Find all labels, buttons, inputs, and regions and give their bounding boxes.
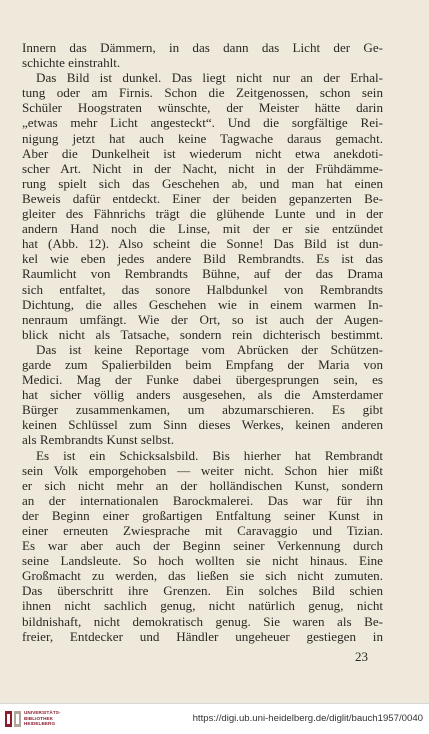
text-line: freier, Entdecker und Händler ungeheuer gestiegen in [22, 628, 383, 644]
text-line: nigung jetzt hat auch keine Tagwache daraus gemacht. [22, 130, 383, 146]
text-line: Medici. Mag der Funke dabei übergesprungen sein, es [22, 372, 383, 388]
text-line: Das Bild ist dunkel. Das liegt nicht nur an der Erhal- [36, 70, 383, 86]
library-name-line: BIBLIOTHEK [24, 715, 54, 721]
text-line: rung spielt sich das Geschehen ab, und man hat einen [22, 175, 383, 191]
text-line: Großmacht zu werden, das ließen sie sich nicht zumuten. [22, 568, 383, 584]
text-line: garde zum Spalierbilden beim Empfang der Maria von [22, 356, 383, 372]
library-logo-icon [4, 709, 22, 729]
text-line: bildnishaft, nicht demokratisch genug. Sie waren als Be- [22, 613, 383, 629]
viewer-footer [0, 703, 429, 734]
text-line: Bürger zusammenkamen, um abzumarschieren. Es gibt [22, 402, 383, 418]
library-name-line: HEIDELBERG [24, 721, 56, 727]
text-line: blick nicht als Tatsache, sondern rein dichterisch bestimmt. [22, 326, 383, 342]
text-line: keinen Schlüssel zum Sinn dieses Werkes, keinen anderen [22, 417, 383, 433]
text-line: schichte einstrahlt. [22, 55, 121, 71]
text-line: tung oder am Firnis. Schon die Zeitgenossen, schon sein [22, 85, 383, 101]
text-line: sein Volk emporgehoben — weiter nicht. Schon hier mißt [22, 462, 383, 478]
text-line: einer erneuten Zwiesprache mit Caravaggio und Tizian. [22, 523, 383, 538]
body-text [22, 40, 383, 644]
text-line: Es ist ein Schicksalsbild. Bis hierher hat Rembrandt [36, 447, 383, 463]
text-line: „etwas mehr Licht angesteckt“. Und die sorgfältige Rei- [22, 115, 383, 131]
text-line: Raumlicht von Rembrandts Bühne, auf der das Drama [22, 266, 383, 282]
text-line: Schüler Hoogstraten wünschte, der Meister hätte darin [22, 100, 383, 116]
text-line: ihnen nicht sachlich genug, nicht natürlich genug, nicht [22, 598, 383, 614]
text-line: er sich nicht mehr an der holländischen Kunst, sondern [22, 477, 383, 493]
text-line: gleiter des Fähnrichs trägt die glühende Lunte und in der [22, 206, 383, 222]
text-line: andern Hand noch die Linse, mit der er sie entzündet [22, 221, 383, 237]
text-line: als Rembrandts Kunst selbst. [22, 432, 175, 448]
text-line: nenraum umfängt. Wie der Ort, so ist auch der Augen- [22, 311, 383, 327]
text-line: Dichtung, die alles Geschehen wie in einem warmen In- [22, 296, 383, 312]
text-line: Es war aber auch der Beginn seiner Verkennung durch [22, 538, 383, 554]
text-line: hat (Abb. 12). Also scheint die Sonne! Das Bild ist dun- [22, 236, 383, 252]
text-line: Aber die Dunkelheit ist wiederum nicht etwa anekdoti- [22, 145, 383, 161]
text-line: scher Art. Nicht in der Nacht, nicht in der Frühdämme- [22, 160, 383, 176]
text-line: kel wie eben jedes andere Bild Rembrandts. Es ist das [22, 251, 383, 267]
text-line: seine Landsleute. So hoch wollten sie nicht hinaus. Eine [22, 553, 383, 569]
library-name-line: UNIVERSITÄTS- [24, 710, 61, 715]
text-line: sich entfaltet, das sonore Halbdunkel von Rembrandts [22, 281, 383, 297]
text-line: Das ist keine Reportage vom Abrücken der Schützen- [36, 341, 383, 357]
page-number: 23 [355, 649, 368, 664]
text-line: hat sicher völlig anders ausgesehen, als die Amsterdamer [22, 387, 383, 403]
text-line: der Beginn einer großartigen Entfaltung seiner Kunst in [22, 507, 383, 523]
text-line: Innern das Dämmern, in das dann das Licht der Ge- [22, 40, 383, 55]
library-name [24, 710, 61, 727]
text-line: Das überschritt ihre Grenzen. Ein solches Bild schien [22, 583, 383, 599]
text-line: Beweis dafür entdeckt. Einer der beiden gepanzerten Be- [22, 190, 383, 206]
text-line: an der internationalen Barockmalerei. Das war für ihn [22, 492, 383, 508]
permalink-url[interactable]: https://digi.ub.uni-heidelberg.de/diglit/bauch1957/0040 [192, 713, 423, 724]
